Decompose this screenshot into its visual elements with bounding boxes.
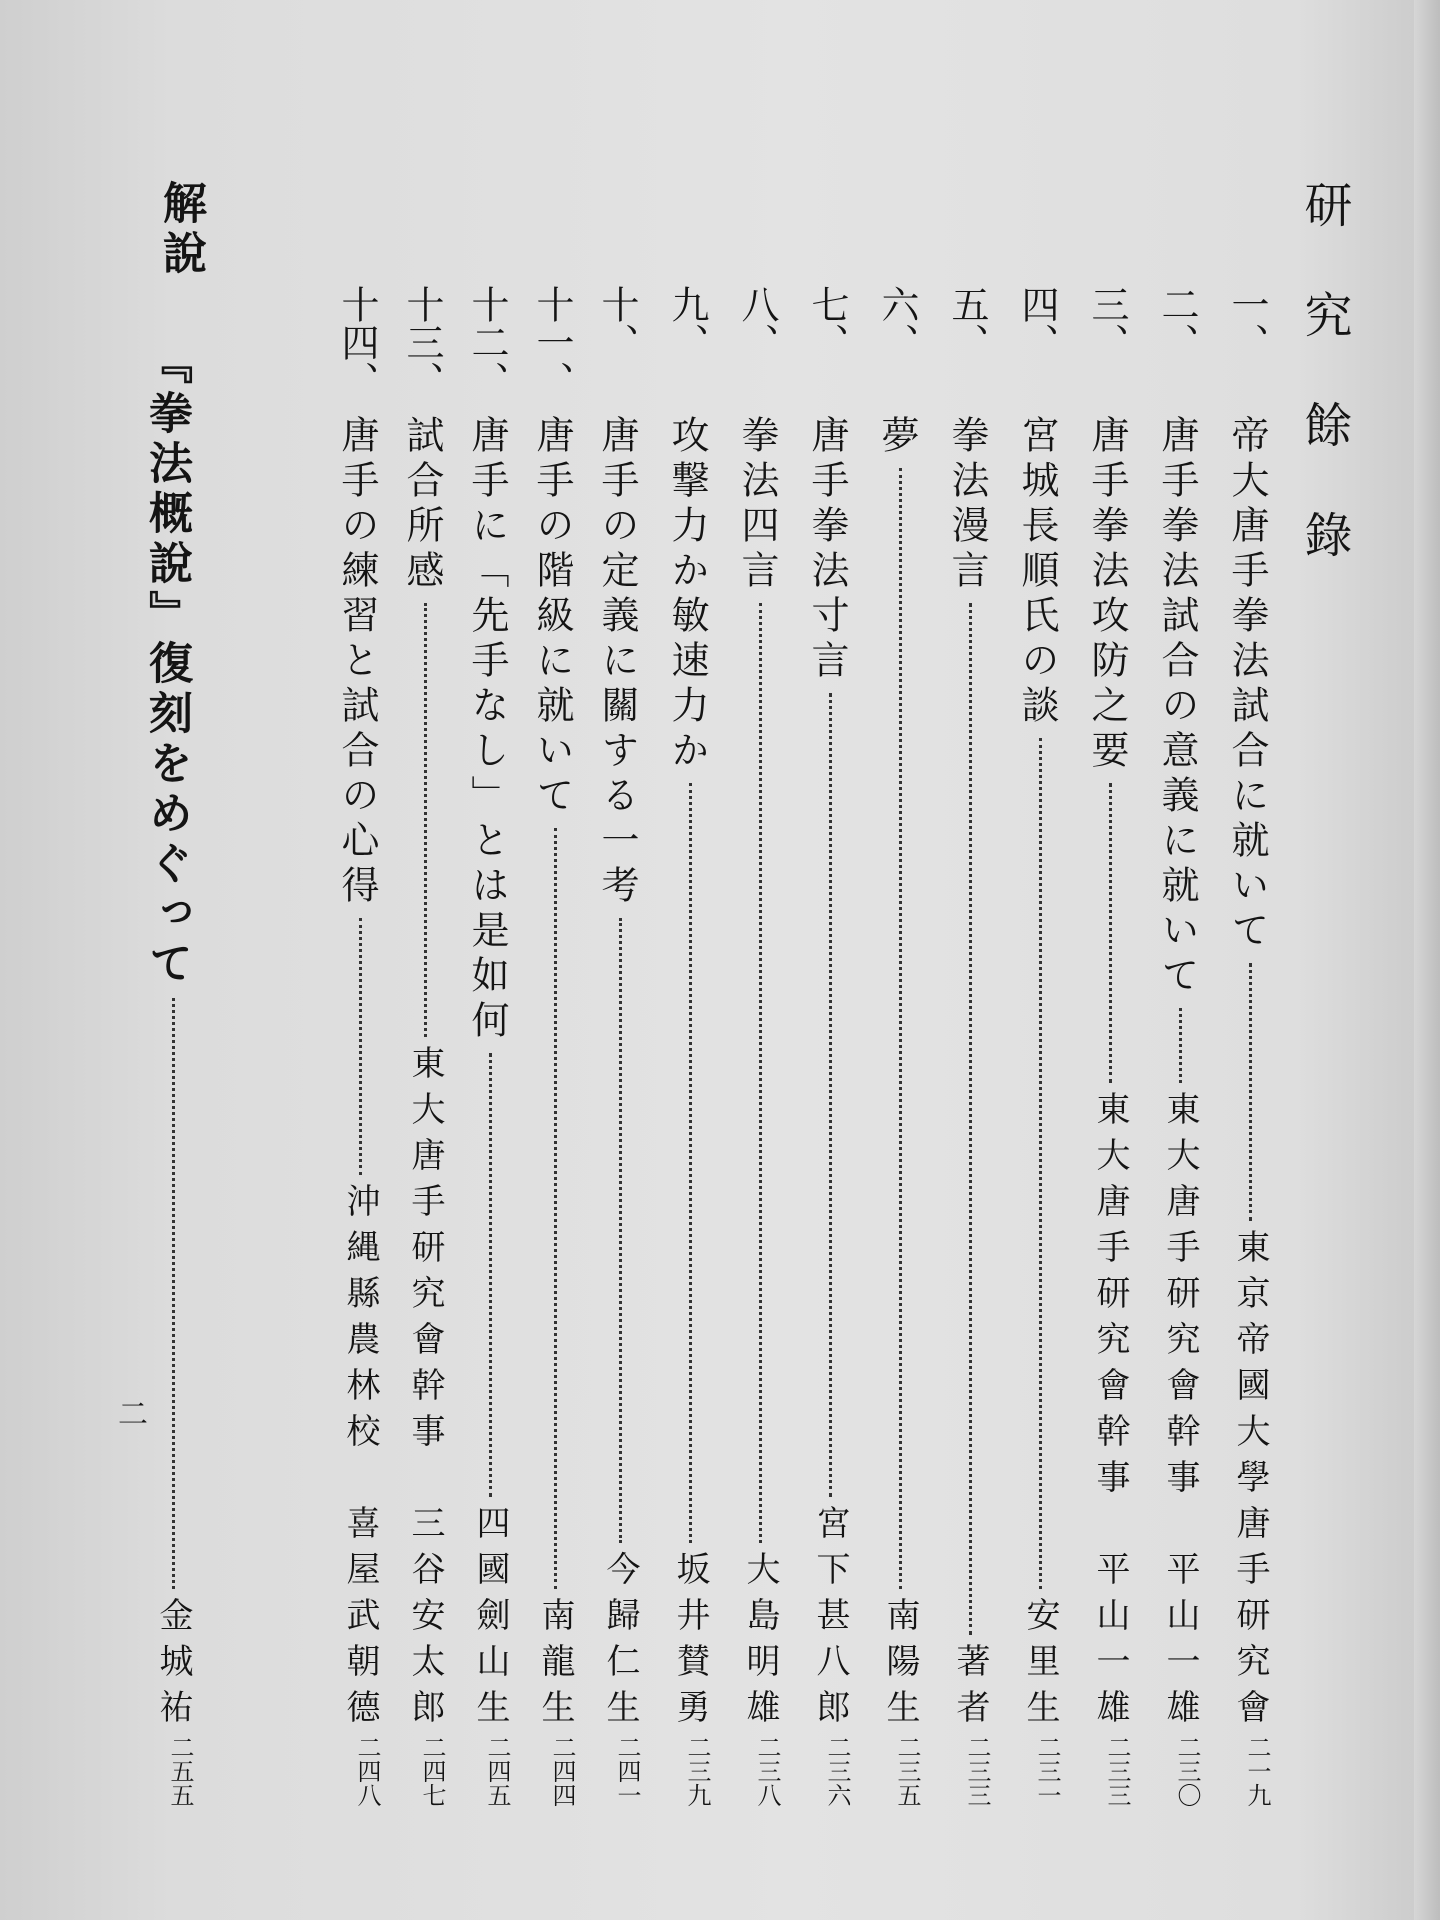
entry-title: 攻撃力か敏速力か [665, 415, 709, 775]
kaisetsu-page: 二五五 [166, 1735, 194, 1807]
entry-author: 大島明雄 [740, 1551, 780, 1735]
dot-leader [1109, 783, 1112, 1083]
dot-leader [1179, 1008, 1182, 1083]
entry-title: 唐手拳法攻防之要 [1085, 415, 1129, 775]
entry-title: 拳法漫言 [945, 415, 989, 595]
dot-leader [1249, 963, 1252, 1221]
entry-title: 拳法四言 [735, 415, 779, 595]
entry-page: 二四四 [548, 1735, 576, 1807]
entry-author: 南陽生 [880, 1597, 920, 1735]
entry-page: 二四八 [353, 1735, 381, 1807]
entry-number: 四、 [1015, 285, 1059, 361]
entry-page: 二三五 [893, 1735, 921, 1807]
toc-entry [1155, 285, 1205, 1805]
toc-entry [595, 285, 645, 1805]
entry-number: 十一、 [530, 285, 574, 399]
toc-entry [400, 285, 450, 1805]
dot-leader [489, 1053, 492, 1497]
entry-number: 六、 [875, 285, 919, 361]
toc-entry [1085, 285, 1135, 1805]
entry-author: 南龍生 [535, 1597, 575, 1735]
entry-number: 二、 [1155, 285, 1199, 361]
entry-title: 唐手の定義に關する一考 [595, 415, 639, 910]
dot-leader [619, 918, 622, 1543]
entry-number: 十四、 [335, 285, 379, 399]
entry-title: 試合所感 [400, 415, 444, 595]
entry-page: 二三〇 [1173, 1735, 1201, 1807]
dot-leader [899, 468, 902, 1589]
entry-author: 東大唐手研究會幹事 平山一雄 [1090, 1091, 1130, 1735]
toc-entry [805, 285, 855, 1805]
page-folio: 二 [112, 1398, 147, 1428]
entry-page: 二三八 [753, 1735, 781, 1807]
entry-number: 七、 [805, 285, 849, 361]
toc-entry [335, 285, 385, 1805]
toc-entry [875, 285, 925, 1805]
toc-entry [530, 285, 580, 1805]
entry-number: 一、 [1225, 285, 1269, 361]
entry-title: 夢 [875, 415, 919, 460]
entry-title: 唐手の練習と試合の心得 [335, 415, 379, 910]
toc-entry [665, 285, 715, 1805]
entry-title: 唐手に「先手なし」とは是如何 [465, 415, 509, 1045]
entry-page: 二三三 [1103, 1735, 1131, 1807]
toc-entry [735, 285, 785, 1805]
dot-leader [424, 603, 427, 1037]
toc-entry [945, 285, 995, 1805]
dot-leader [1039, 738, 1042, 1589]
kaisetsu-entry [141, 340, 198, 1807]
entry-author: 東大唐手研究會幹事 平山一雄 [1160, 1091, 1200, 1735]
entry-author: 宮下甚八郎 [810, 1505, 850, 1735]
kaisetsu-title: 『拳法概說』復刻をめぐって [141, 340, 192, 990]
page-edge [1414, 0, 1440, 1920]
dot-leader [554, 828, 557, 1589]
toc-entry [1015, 285, 1065, 1805]
entry-title: 宮城長順氏の談 [1015, 415, 1059, 730]
entry-title: 唐手の階級に就いて [530, 415, 574, 820]
dot-leader [172, 998, 175, 1589]
kaisetsu-head: 解說 [155, 180, 206, 280]
entry-page: 二三一 [1033, 1735, 1061, 1807]
entry-author: 坂井賛勇 [670, 1551, 710, 1735]
section-title: 研究餘錄 [1296, 180, 1352, 620]
toc-entry [465, 285, 515, 1805]
entry-page: 二四五 [483, 1735, 511, 1807]
entry-author: 東京帝國大學唐手研究會 [1230, 1229, 1270, 1735]
dot-leader [759, 603, 762, 1543]
entry-number: 十三、 [400, 285, 444, 399]
entry-page: 二三九 [683, 1735, 711, 1807]
kaisetsu-author: 金城祐 [153, 1597, 193, 1735]
entry-number: 八、 [735, 285, 779, 361]
entry-number: 九、 [665, 285, 709, 361]
entry-title: 唐手拳法試合の意義に就いて [1155, 415, 1199, 1000]
entry-number: 十二、 [465, 285, 509, 399]
dot-leader [969, 603, 972, 1635]
entry-number: 三、 [1085, 285, 1129, 361]
entry-number: 五、 [945, 285, 989, 361]
entry-author: 東大唐手研究會幹事 三谷安太郎 [405, 1045, 445, 1735]
entry-author: 今歸仁生 [600, 1551, 640, 1735]
entry-title: 唐手拳法寸言 [805, 415, 849, 685]
entry-page: 二四一 [613, 1735, 641, 1807]
entry-author: 安里生 [1020, 1597, 1060, 1735]
dot-leader [829, 693, 832, 1497]
entry-page: 二四七 [418, 1735, 446, 1807]
entry-page: 二三三 [963, 1735, 991, 1807]
dot-leader [689, 783, 692, 1543]
entry-title: 帝大唐手拳法試合に就いて [1225, 415, 1269, 955]
entry-author: 著者 [950, 1643, 990, 1735]
entry-page: 二一九 [1243, 1735, 1271, 1807]
entry-author: 四國劍山生 [470, 1505, 510, 1735]
entry-page: 二三六 [823, 1735, 851, 1807]
entry-number: 十、 [595, 285, 639, 361]
toc-entry [1225, 285, 1275, 1805]
entry-author: 沖縄縣農林校 喜屋武朝德 [340, 1183, 380, 1735]
dot-leader [359, 918, 362, 1175]
